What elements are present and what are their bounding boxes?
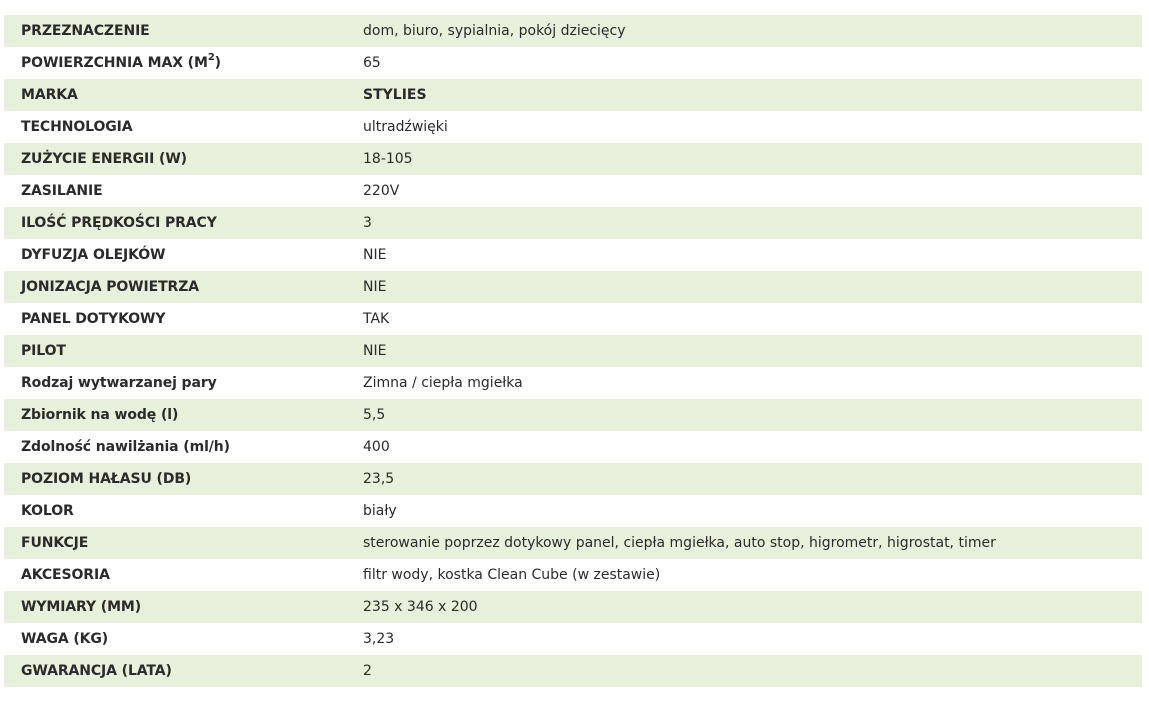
spec-value: Zimna / ciepła mgiełka bbox=[363, 375, 523, 391]
spec-row-rodzaj-pary bbox=[4, 367, 1142, 399]
spec-label: ZUŻYCIE ENERGII (W) bbox=[21, 151, 187, 167]
spec-row-zdolnosc-nawilzania bbox=[4, 431, 1142, 463]
spec-row-zbiornik bbox=[4, 399, 1142, 431]
spec-label: GWARANCJA (LATA) bbox=[21, 663, 172, 679]
spec-label: Zbiornik na wodę (l) bbox=[21, 407, 179, 423]
spec-label: ILOŚĆ PRĘDKOŚCI PRACY bbox=[21, 215, 217, 231]
spec-row-zasilanie bbox=[4, 175, 1142, 207]
spec-value: 220V bbox=[363, 183, 400, 199]
spec-row-poziom-halasu bbox=[4, 463, 1142, 495]
spec-label: Rodzaj wytwarzanej pary bbox=[21, 375, 217, 391]
spec-value: STYLIES bbox=[363, 87, 427, 103]
spec-row-powierzchnia bbox=[4, 47, 1142, 79]
spec-label: WAGA (KG) bbox=[21, 631, 109, 647]
spec-value: NIE bbox=[363, 343, 387, 359]
spec-row-gwarancja bbox=[4, 655, 1142, 687]
spec-label-superscript: 2 bbox=[207, 52, 215, 64]
spec-value: sterowanie poprzez dotykowy panel, ciepła mgiełka, auto stop, higrometr, higrostat, timer bbox=[363, 535, 996, 551]
spec-label: PRZEZNACZENIE bbox=[21, 23, 150, 39]
spec-label: WYMIARY (MM) bbox=[21, 599, 142, 615]
spec-label: AKCESORIA bbox=[21, 567, 110, 583]
spec-label: PANEL DOTYKOWY bbox=[21, 311, 166, 327]
spec-value: 3 bbox=[363, 215, 372, 231]
spec-label: ZASILANIE bbox=[21, 183, 103, 199]
spec-row-marka bbox=[4, 79, 1142, 111]
spec-label: JONIZACJA POWIETRZA bbox=[21, 279, 200, 295]
spec-row-dyfuzja-olejkow bbox=[4, 239, 1142, 271]
spec-value: NIE bbox=[363, 247, 387, 263]
spec-row-panel-dotykowy bbox=[4, 303, 1142, 335]
spec-row-pilot bbox=[4, 335, 1142, 367]
spec-label: FUNKCJE bbox=[21, 535, 89, 551]
spec-value: 235 x 346 x 200 bbox=[363, 599, 478, 615]
spec-value: 18-105 bbox=[363, 151, 413, 167]
spec-label: TECHNOLOGIA bbox=[21, 119, 133, 135]
spec-row-zuzycie-energii bbox=[4, 143, 1142, 175]
spec-value: 23,5 bbox=[363, 471, 395, 487]
spec-label: POZIOM HAŁASU (DB) bbox=[21, 471, 192, 487]
spec-label: DYFUZJA OLEJKÓW bbox=[21, 247, 166, 263]
spec-row-akcesoria bbox=[4, 559, 1142, 591]
spec-row-waga bbox=[4, 623, 1142, 655]
spec-value: dom, biuro, sypialnia, pokój dziecięcy bbox=[363, 23, 626, 39]
spec-row-ilosc-predkosci bbox=[4, 207, 1142, 239]
specification-table bbox=[4, 15, 1142, 687]
spec-label-suffix: ) bbox=[214, 55, 221, 71]
spec-value: filtr wody, kostka Clean Cube (w zestawie) bbox=[363, 567, 661, 583]
spec-value: NIE bbox=[363, 279, 387, 295]
spec-row-technologia bbox=[4, 111, 1142, 143]
spec-value: TAK bbox=[363, 311, 390, 327]
spec-value: 65 bbox=[363, 55, 381, 71]
spec-value: 5,5 bbox=[363, 407, 386, 423]
spec-value: 2 bbox=[363, 663, 372, 679]
spec-row-przeznaczenie bbox=[4, 15, 1142, 47]
spec-label: PILOT bbox=[21, 343, 66, 359]
spec-label bbox=[4, 47, 363, 79]
spec-row-funkcje bbox=[4, 527, 1142, 559]
spec-label: MARKA bbox=[21, 87, 78, 103]
spec-row-wymiary bbox=[4, 591, 1142, 623]
spec-value: biały bbox=[363, 503, 397, 519]
spec-value: ultradźwięki bbox=[363, 119, 448, 135]
spec-value: 3,23 bbox=[363, 631, 395, 647]
spec-label: Zdolność nawilżania (ml/h) bbox=[21, 439, 230, 455]
spec-value: 400 bbox=[363, 439, 390, 455]
spec-row-jonizacja bbox=[4, 271, 1142, 303]
spec-row-kolor bbox=[4, 495, 1142, 527]
spec-label: KOLOR bbox=[21, 503, 74, 519]
spec-label-text: POWIERZCHNIA MAX (M bbox=[21, 55, 208, 71]
specification-table-body bbox=[4, 15, 1142, 687]
